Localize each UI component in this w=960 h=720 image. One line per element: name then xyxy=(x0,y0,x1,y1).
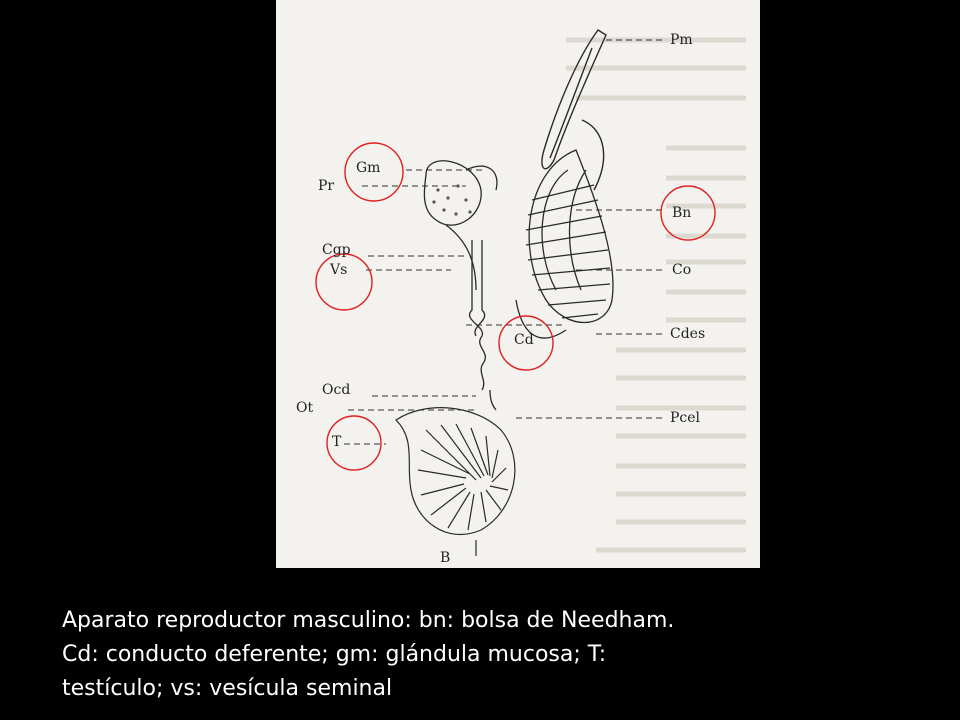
label-pr: Pr xyxy=(318,178,335,194)
label-t: T xyxy=(332,434,342,450)
anatomy-drawing xyxy=(276,0,760,568)
highlight-circles xyxy=(316,143,715,470)
caption-line-3: testículo; vs: vesícula seminal xyxy=(62,676,393,701)
caption-line-2: Cd: conducto deferente; gm: glándula mucosa; T: xyxy=(62,642,607,667)
penis-structure xyxy=(542,30,606,190)
leader-lines xyxy=(344,40,666,444)
diagram-figure xyxy=(276,0,760,568)
figure-caption xyxy=(62,604,942,706)
label-ot: Ot xyxy=(296,400,314,416)
label-bn: Bn xyxy=(672,205,692,221)
label-vs: Vs xyxy=(330,262,348,278)
label-cgp: Cgp xyxy=(322,242,351,258)
label-gm: Gm xyxy=(356,160,381,176)
caption-line-1: Aparato reproductor masculino: bn: bolsa de Needham. xyxy=(62,608,675,633)
label-cd: Cd xyxy=(514,332,534,348)
label-ocd: Ocd xyxy=(322,382,351,398)
label-cdes: Cdes xyxy=(670,326,706,342)
seminal-vesicle-duct xyxy=(446,225,566,410)
label-co: Co xyxy=(672,262,692,278)
label-pcel: Pcel xyxy=(670,410,701,426)
label-pm: Pm xyxy=(670,32,693,48)
background-text-lines xyxy=(566,40,746,550)
testis xyxy=(396,408,515,556)
label-b: B xyxy=(440,550,451,566)
